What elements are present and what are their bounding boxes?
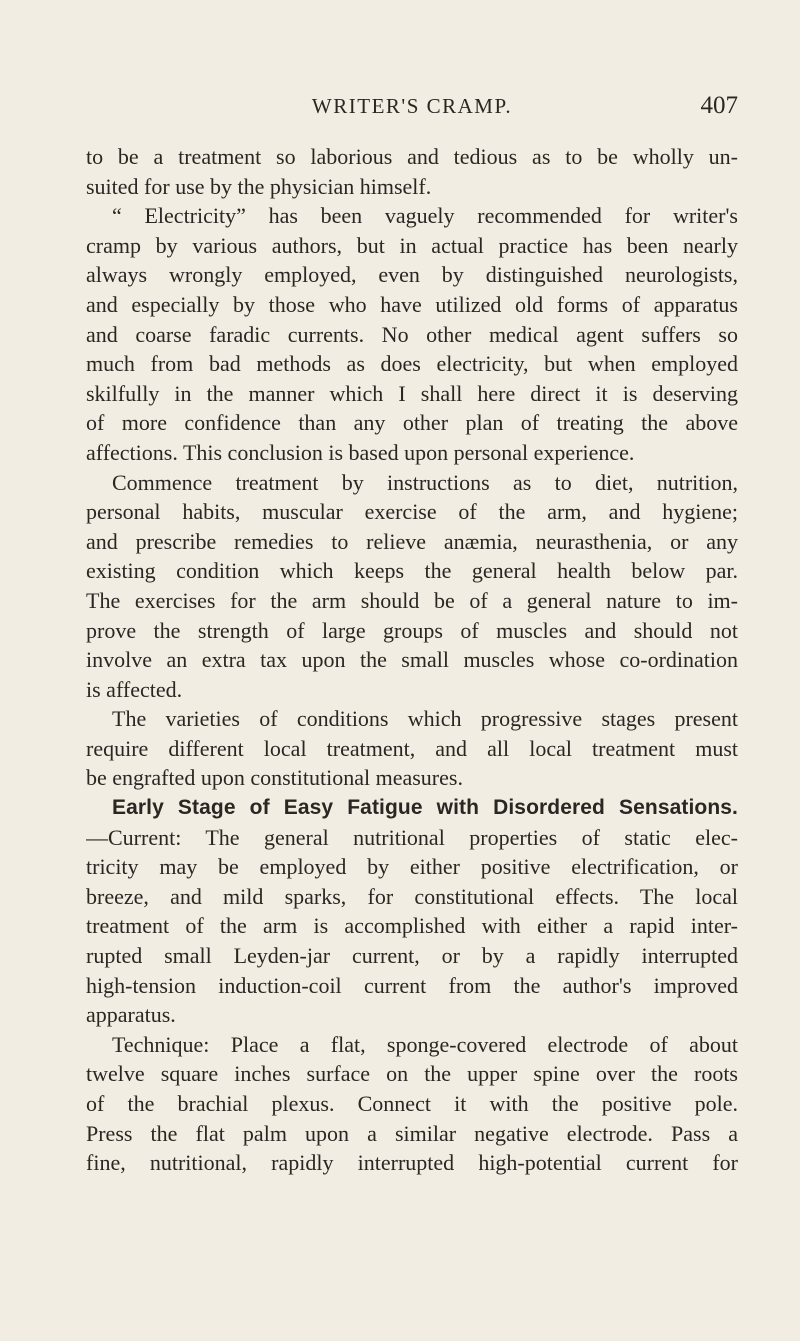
text-line: skilfully in the manner which I shall here direct it is deserving: [86, 380, 738, 406]
text-line: Press the flat palm upon a similar negative electrode. Pass a: [86, 1120, 738, 1146]
text-line: to be a treatment so laborious and tedious as to be wholly un-: [86, 144, 738, 169]
text-line: cramp by various authors, but in actual practice has been nearly: [86, 232, 738, 258]
running-title: WRITER'S CRAMP.: [311, 94, 513, 118]
body-text: [86, 142, 738, 1178]
text-line: be engrafted upon constitutional measures.: [86, 765, 463, 791]
section-heading: Early Stage of Easy Fatigue with Disordered Sensations.: [112, 796, 738, 820]
text-line: and coarse faradic currents. No other medical agent suffers so: [86, 321, 738, 347]
text-line: and prescribe remedies to relieve anæmia, neurasthenia, or any: [86, 528, 738, 554]
text-line: is affected.: [86, 676, 183, 702]
text-line: twelve square inches surface on the upper spine over the roots: [86, 1061, 738, 1087]
text-line: The exercises for the arm should be of a general nature to im-: [86, 587, 738, 613]
text-line: rupted small Leyden-jar current, or by a rapidly interrupted: [86, 943, 738, 969]
text-line: “ Electricity” has been vaguely recommended for writer's: [112, 203, 738, 229]
text-line: —Current: The general nutritional properties of static elec-: [86, 824, 738, 850]
text-line: tricity may be employed by either positive electrification, or: [86, 854, 738, 880]
text-line: affections. This conclusion is based upon personal experience.: [86, 439, 635, 465]
running-head: [86, 92, 738, 122]
text-line: treatment of the arm is accomplished with either a rapid inter-: [86, 913, 738, 939]
text-line: of the brachial plexus. Connect it with the positive pole.: [86, 1091, 738, 1116]
text-line: require different local treatment, and all local treatment must: [86, 735, 738, 761]
text-line: always wrongly employed, even by distinguished neurologists,: [86, 262, 738, 288]
text-line: of more confidence than any other plan of treating the above: [86, 410, 738, 436]
text-line: The varieties of conditions which progressive stages present: [112, 706, 738, 732]
text-line: apparatus.: [86, 1002, 176, 1028]
text-line: existing condition which keeps the general health below par.: [86, 558, 738, 584]
text-line: prove the strength of large groups of muscles and should not: [86, 617, 738, 643]
text-line: breeze, and mild sparks, for constitutional effects. The local: [86, 883, 738, 909]
text-line: high-tension induction-coil current from the author's improved: [86, 972, 738, 998]
text-line: much from bad methods as does electricity, but when employed: [86, 351, 738, 377]
page-number: 407: [700, 92, 738, 119]
text-line: involve an extra tax upon the small muscles whose co-ordination: [86, 647, 738, 673]
text-line: Technique: Place a flat, sponge-covered electrode of about: [112, 1031, 738, 1057]
text-line: suited for use by the physician himself.: [86, 173, 432, 199]
text-line: personal habits, muscular exercise of the arm, and hygiene;: [86, 499, 738, 525]
text-line: fine, nutritional, rapidly interrupted high-potential current for: [86, 1150, 738, 1176]
text-line: and especially by those who have utilized old forms of apparatus: [86, 291, 738, 317]
text-line: Commence treatment by instructions as to diet, nutrition,: [112, 469, 738, 495]
